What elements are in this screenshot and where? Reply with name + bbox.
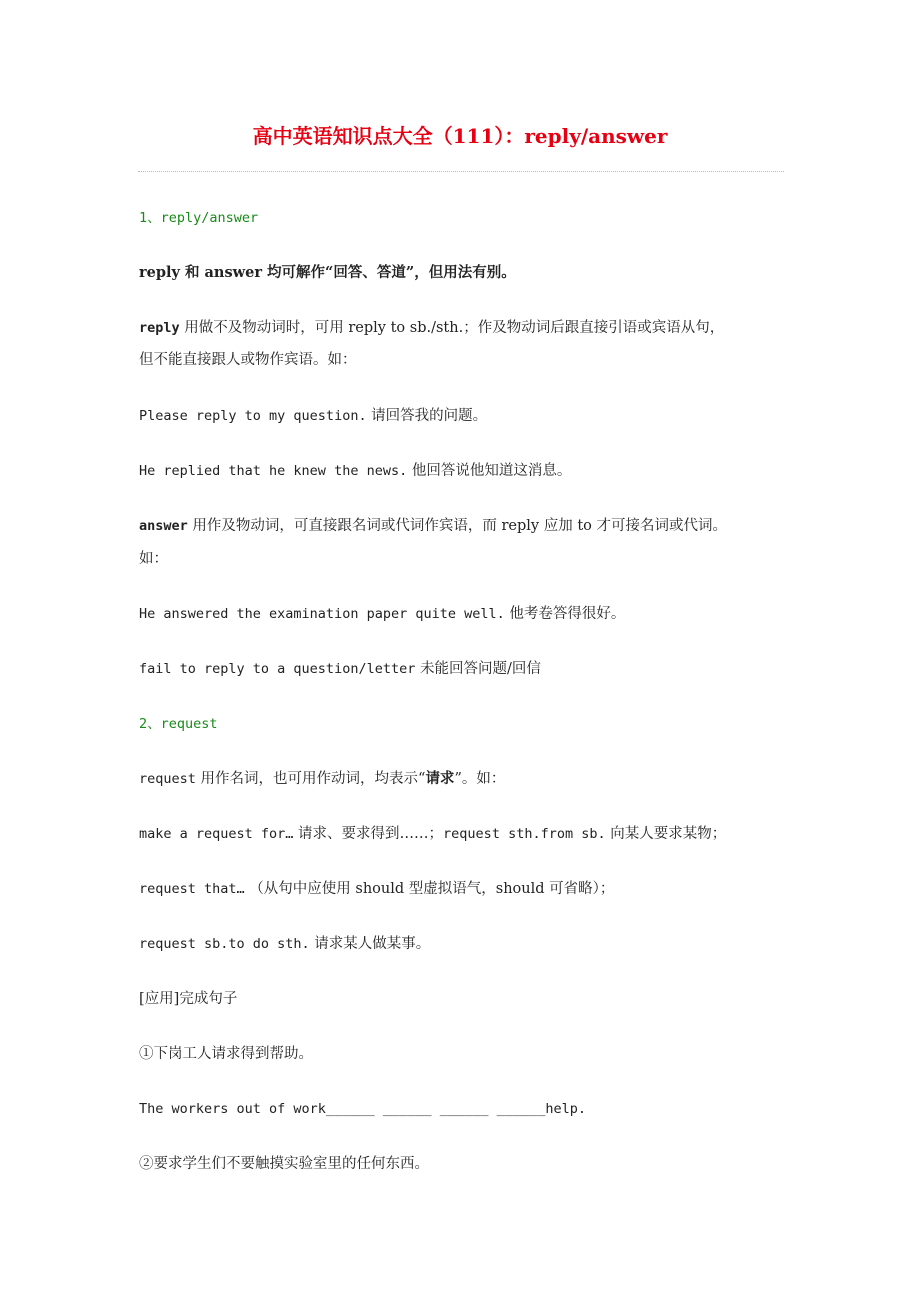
- example-2-en: He replied that he knew the news.: [139, 463, 408, 479]
- request-desc-bold: 请求: [425, 770, 455, 787]
- answer-term: answer: [139, 518, 188, 534]
- request-desc-mid: 用作名词，也可用作动词，均表示“: [195, 771, 426, 787]
- phrase-request-to-do-cn: 请求某人做某事。: [309, 936, 431, 952]
- request-phrase-line-1: [139, 818, 799, 850]
- phrase-request-from: request sth.from sb.: [443, 826, 606, 842]
- practice-question-1: ①下岗工人请求得到帮助。: [139, 1046, 313, 1062]
- reply-desc-1: 用做不及物动词时，可用 reply to sb./sth.；作及物动词后跟直接引语或宾语从句，: [179, 320, 725, 336]
- answer-desc-2: 如：: [139, 551, 168, 567]
- practice-question-2: ②要求学生们不要触摸实验室里的任何东西。: [139, 1156, 429, 1172]
- title-divider: [138, 171, 784, 172]
- section-2-heading: 2、request: [139, 716, 218, 732]
- reply-desc-2: 但不能直接跟人或物作宾语。如：: [139, 352, 357, 368]
- intro-text: reply 和 answer 均可解作“回答、答道”，但用法有别。: [139, 264, 516, 281]
- example-3-en: He answered the examination paper quite well.: [139, 606, 505, 622]
- reply-term: reply: [139, 320, 180, 336]
- page-title: 高中英语知识点大全（111）：reply/answer: [252, 124, 668, 148]
- example-1-cn: 请回答我的问题。: [366, 408, 488, 424]
- answer-usage-line-2: [139, 543, 799, 575]
- request-term: request: [139, 771, 196, 787]
- example-2: [139, 455, 799, 487]
- practice-heading: [应用]完成句子: [139, 991, 238, 1007]
- request-usage: [139, 763, 799, 795]
- example-3: [139, 598, 799, 630]
- phrase-request-to-do: request sb.to do sth.: [139, 936, 310, 952]
- example-4-cn: 未能回答问题/回信: [415, 661, 541, 677]
- phrase-make-request-cn: 请求、要求得到……；: [293, 826, 444, 842]
- example-1-en: Please reply to my question.: [139, 408, 367, 424]
- example-3-cn: 他考卷答得很好。: [504, 606, 626, 622]
- practice-question-1-sentence: The workers out of work______ ______ ______ ______help.: [139, 1101, 587, 1117]
- request-phrase-line-2: [139, 873, 799, 905]
- phrase-request-that-cn: （从句中应使用 should 型虚拟语气，should 可省略）；: [244, 881, 615, 897]
- phrase-request-from-cn: 向某人要求某物；: [605, 826, 727, 842]
- section-1-intro: [139, 257, 799, 289]
- example-4-en: fail to reply to a question/letter: [139, 661, 416, 677]
- example-1: [139, 400, 799, 432]
- section-1-heading: 1、reply/answer: [139, 210, 259, 226]
- example-4: [139, 653, 799, 685]
- request-phrase-line-3: [139, 928, 799, 960]
- answer-usage-line-1: [139, 510, 799, 542]
- answer-desc-1: 用作及物动词，可直接跟名词或代词作宾语，而 reply 应加 to 才可接名词或代词。: [187, 518, 728, 534]
- phrase-request-that: request that…: [139, 881, 245, 897]
- reply-usage-line-2: [139, 344, 799, 376]
- request-desc-post: ”。如：: [454, 771, 506, 787]
- phrase-make-request: make a request for…: [139, 826, 294, 842]
- example-2-cn: 他回答说他知道这消息。: [407, 463, 572, 479]
- reply-usage-line-1: [139, 312, 799, 344]
